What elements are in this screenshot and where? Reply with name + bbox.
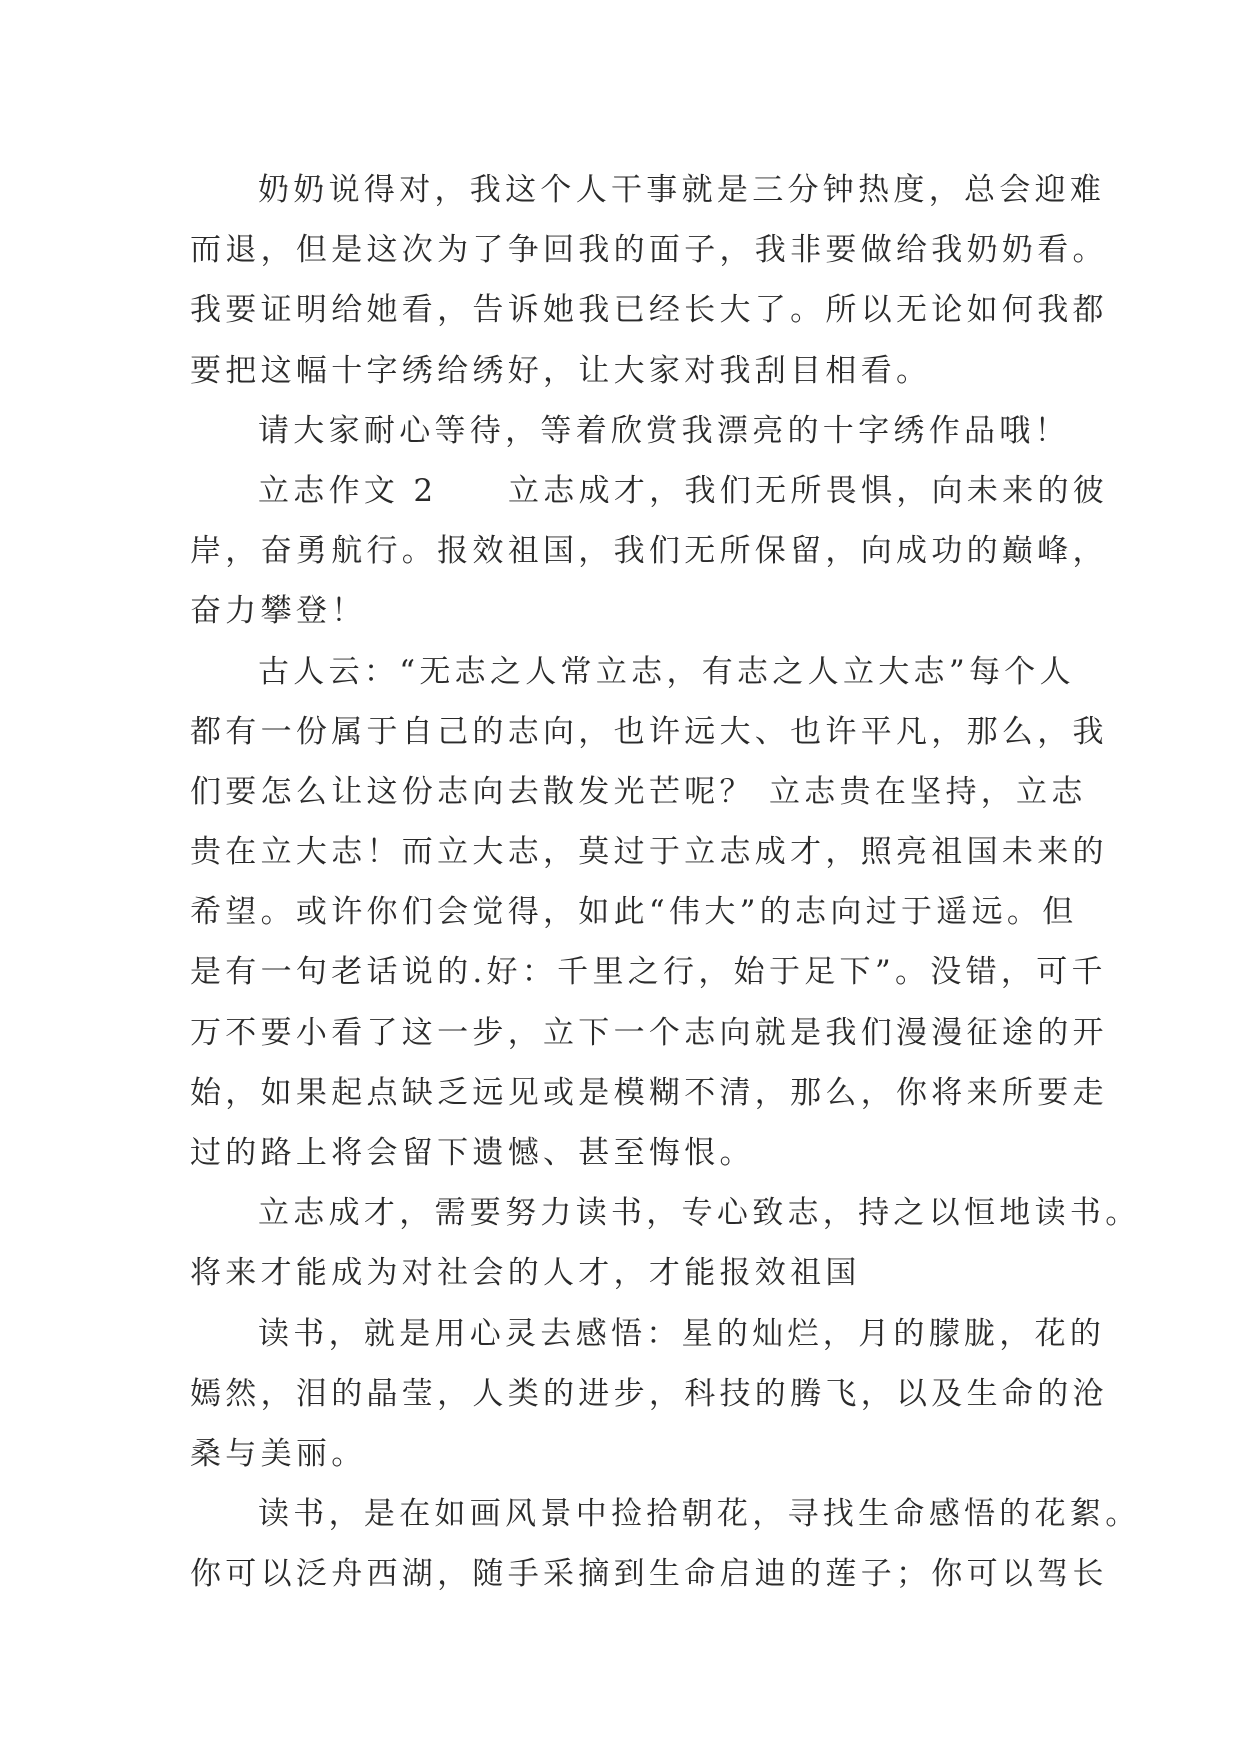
text-line: 读书，是在如画风景中捡拾朝花，寻找生命感悟的花絮。 [258,1496,1141,1533]
text-line: 始，如果起点缺乏远见或是模糊不清，那么，你将来所要走 [190,1074,1108,1111]
text-line: 立志成才，需要努力读书，专心致志，持之以恒地读书。 [258,1195,1141,1232]
text-line: 万不要小看了这一步，立下一个志向就是我们漫漫征途的开 [190,1014,1108,1051]
text-line: 希望。或许你们会觉得，如此“伟大”的志向过于遥远。但 [190,894,1078,931]
text-line: 要把这幅十字绣给绣好，让大家对我刮目相看。 [190,352,932,389]
text-line: 而退，但是这次为了争回我的面子，我非要做给我奶奶看。 [190,232,1108,269]
text-line: 请大家耐心等待，等着欣赏我漂亮的十字绣作品哦！ [258,412,1070,449]
text-line: 们要怎么让这份志向去散发光芒呢？ 立志贵在坚持，立志 [190,773,1087,810]
text-line: 奋力攀登！ [190,593,367,630]
text-line: 立志作文 2 立志成才，我们无所畏惧，向未来的彼 [258,472,1109,509]
text-line: 桑与美丽。 [190,1435,367,1472]
text-line: 过的路上将会留下遗憾、甚至悔恨。 [190,1135,755,1171]
text-line: 嫣然，泪的晶莹，人类的进步，科技的腾飞，以及生命的沧 [190,1375,1108,1412]
text-line: 都有一份属于自己的志向，也许远大、也许平凡，那么，我 [190,713,1108,750]
text-line: 贵在立大志！而立大志，莫过于立志成才，照亮祖国未来的 [190,834,1108,871]
text-line: 我要证明给她看，告诉她我已经长大了。所以无论如何我都 [190,292,1108,329]
text-line: 古人云：“无志之人常立志，有志之人立大志”每个人 [258,653,1075,690]
text-line: 奶奶说得对，我这个人干事就是三分钟热度，总会迎难 [258,172,1106,208]
text-line: 是有一句老话说的.好：千里之行，始于足下”。没错，可千 [190,954,1107,991]
text-line: 你可以泛舟西湖，随手采摘到生命启迪的莲子；你可以驾长 [190,1556,1108,1593]
text-line: 读书，就是用心灵去感悟：星的灿烂，月的朦胧，花的 [258,1315,1106,1352]
text-line: 将来才能成为对社会的人才，才能报效祖国 [190,1255,861,1292]
text-line: 岸，奋勇航行。报效祖国，我们无所保留，向成功的巅峰， [190,533,1108,570]
document-body [190,160,1141,1605]
